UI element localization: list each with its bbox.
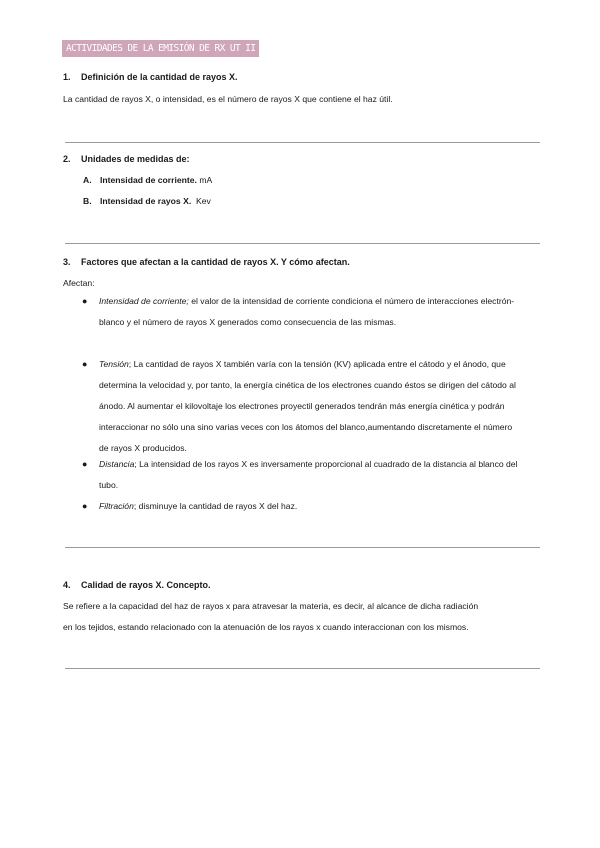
factor-item: [82, 291, 522, 333]
factor-description: ; La intensidad de los rayos X es inversamente proporcional al cuadrado de la distancia al blanco del tubo.: [99, 459, 518, 490]
factor-item: [82, 496, 522, 517]
bullet-icon: ●: [82, 459, 88, 469]
question-3-title: Factores que afectan a la cantidad de rayos X. Y cómo afectan.: [81, 257, 350, 267]
unit-item-a-value: mA: [199, 175, 213, 185]
divider-4: [65, 668, 540, 669]
divider-3: [65, 547, 540, 548]
unit-item-b-value: Kev: [196, 196, 211, 206]
question-3-number: 3.: [63, 257, 71, 267]
question-1-number: 1.: [63, 72, 71, 82]
factor-item: [82, 454, 522, 496]
question-2-heading: [63, 154, 190, 164]
unit-item-a: [83, 175, 212, 185]
bullet-icon: ●: [82, 501, 88, 511]
question-4-heading: [63, 580, 211, 590]
factor-item: [82, 354, 522, 459]
question-1-title: Definición de la cantidad de rayos X.: [81, 72, 238, 82]
question-4-title: Calidad de rayos X. Concepto.: [81, 580, 211, 590]
question-4-answer-line-1: Se refiere a la capacidad del haz de rayos x para atravesar la materia, es decir, al alcance de dicha radiación: [63, 601, 479, 611]
factor-term: Intensidad de corriente;: [99, 296, 189, 306]
unit-item-b-label: Intensidad de rayos X.: [100, 196, 192, 206]
factor-term: Distancia: [99, 459, 135, 469]
document-title: ACTIVIDADES DE LA EMISIÓN DE RX UT II: [62, 40, 259, 57]
unit-item-b: [83, 196, 211, 206]
factor-description: ; La cantidad de rayos X también varía con la tensión (KV) aplicada entre el cátodo y el ánodo, que determina la velocidad y, por tanto, la energía cinética de los electrones cuando éstos se dirigen del cátodo al ánodo. Al aumentar el kilovoltaje los electrones proyectil generados tendrán más energía cinética y podrán interaccionar no sólo una sino varias veces con los átomos del blanco,aumentando discretamente el número de rayos X producidos.: [99, 359, 516, 453]
unit-item-a-label: Intensidad de corriente.: [100, 175, 197, 185]
question-2-number: 2.: [63, 154, 71, 164]
factor-description: ; disminuye la cantidad de rayos X del haz.: [133, 501, 298, 511]
unit-item-b-letter: B.: [83, 196, 92, 206]
unit-item-a-letter: A.: [83, 175, 92, 185]
question-2-title: Unidades de medidas de:: [81, 154, 190, 164]
factor-description: el valor de la intensidad de corriente condiciona el número de interacciones electrón-blanco y el número de rayos X generados como consecuencia de las mismas.: [99, 296, 515, 327]
question-3-heading: [63, 257, 350, 267]
factor-term: Tensión: [99, 359, 129, 369]
question-1-heading: [63, 72, 238, 82]
question-1-answer: La cantidad de rayos X, o intensidad, es el número de rayos X que contiene el haz útil.: [63, 94, 393, 104]
question-4-answer-line-2: en los tejidos, estando relacionado con la atenuación de los rayos x cuando interaccionan con los mismos.: [63, 622, 469, 632]
bullet-icon: ●: [82, 359, 88, 369]
factor-term: Filtración: [99, 501, 134, 511]
divider-2: [65, 243, 540, 244]
question-3-intro: Afectan:: [63, 278, 95, 288]
question-4-number: 4.: [63, 580, 71, 590]
bullet-icon: ●: [82, 296, 88, 306]
divider-1: [65, 142, 540, 143]
